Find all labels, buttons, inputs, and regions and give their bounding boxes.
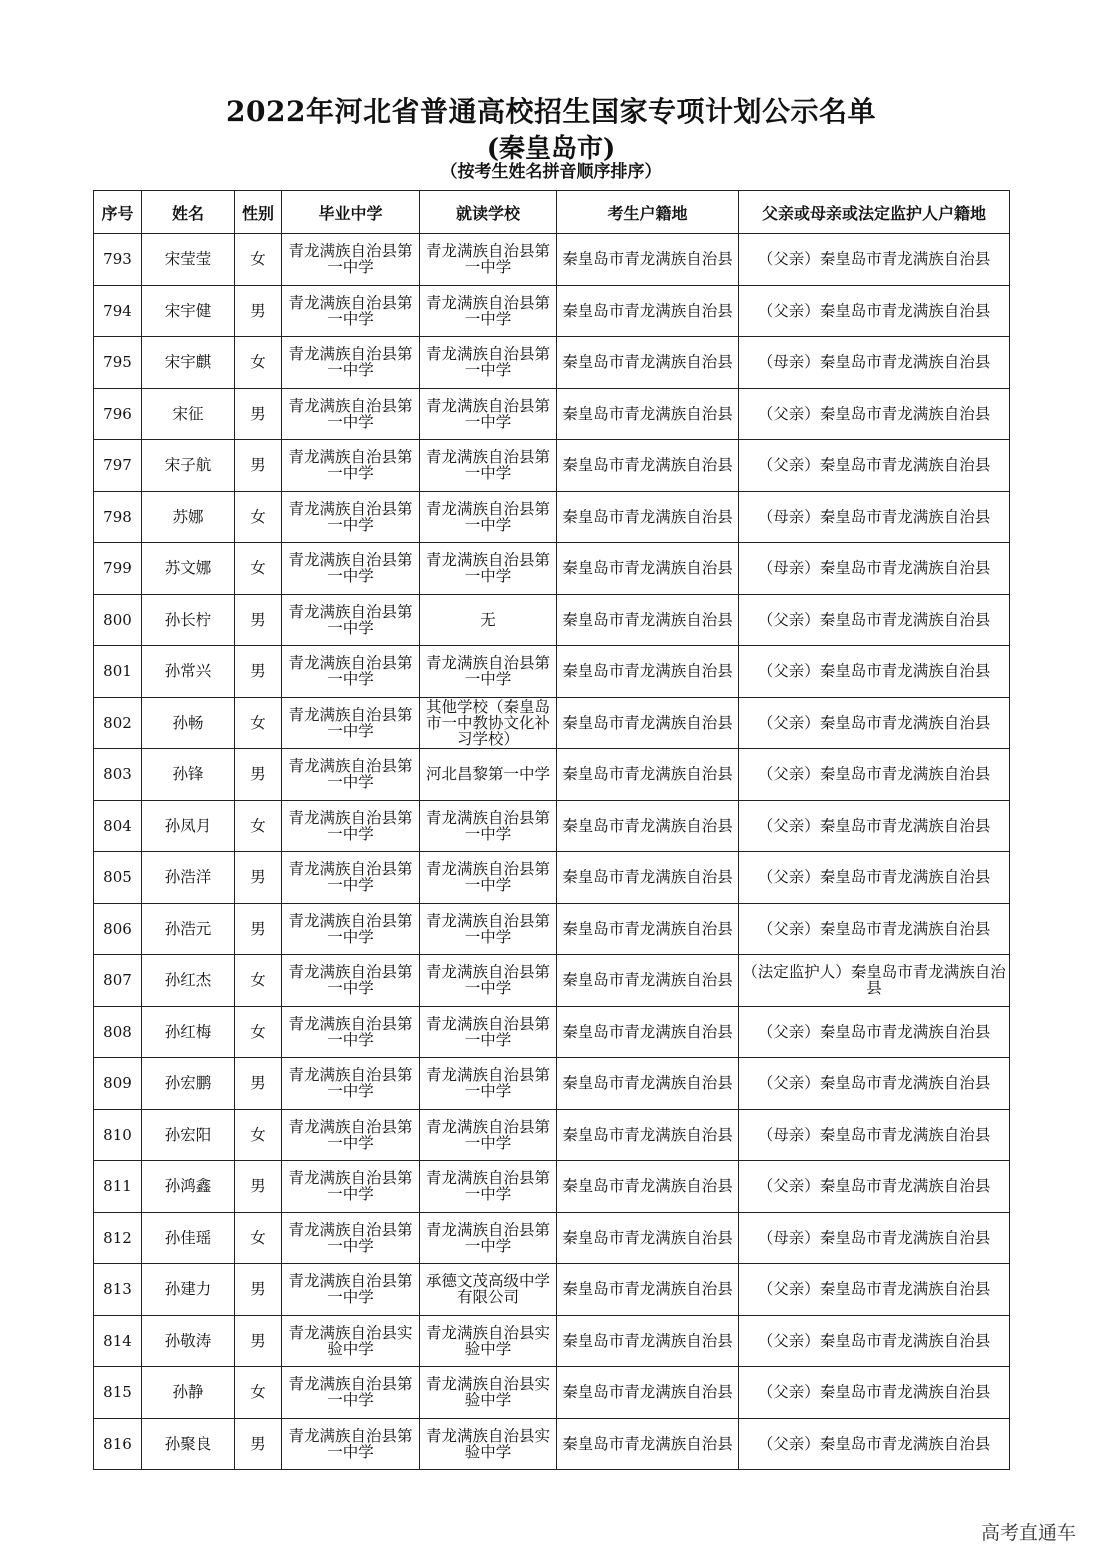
cell-current-school: 河北昌黎第一中学	[420, 749, 557, 801]
table-row	[94, 1212, 1010, 1264]
column-header-name: 姓名	[142, 191, 235, 234]
cell-current-school: 青龙满族自治县第一中学	[420, 337, 557, 389]
table-row	[94, 1161, 1010, 1213]
cell-gender: 女	[235, 1006, 282, 1058]
cell-residence: 秦皇岛市青龙满族自治县	[557, 285, 739, 337]
cell-guardian-residence: （父亲）秦皇岛市青龙满族自治县	[739, 1058, 1010, 1110]
watermark-text: 高考直通车	[980, 1522, 1076, 1544]
cell-residence: 秦皇岛市青龙满族自治县	[557, 594, 739, 646]
cell-grad-school: 青龙满族自治县第一中学	[282, 388, 420, 440]
table-row	[94, 1058, 1010, 1110]
table-row	[94, 955, 1010, 1007]
cell-name: 宋宇麒	[142, 337, 235, 389]
table-row	[94, 1006, 1010, 1058]
cell-grad-school: 青龙满族自治县第一中学	[282, 543, 420, 595]
cell-residence: 秦皇岛市青龙满族自治县	[557, 1212, 739, 1264]
cell-grad-school: 青龙满族自治县第一中学	[282, 234, 420, 286]
cell-current-school: 青龙满族自治县第一中学	[420, 1161, 557, 1213]
cell-seq: 797	[94, 440, 142, 492]
cell-guardian-residence: （父亲）秦皇岛市青龙满族自治县	[739, 285, 1010, 337]
cell-grad-school: 青龙满族自治县第一中学	[282, 1212, 420, 1264]
cell-name: 孙静	[142, 1367, 235, 1419]
cell-residence: 秦皇岛市青龙满族自治县	[557, 1418, 739, 1470]
cell-seq: 796	[94, 388, 142, 440]
cell-grad-school: 青龙满族自治县第一中学	[282, 1418, 420, 1470]
table-row	[94, 388, 1010, 440]
cell-gender: 男	[235, 1418, 282, 1470]
cell-seq: 804	[94, 800, 142, 852]
roster-table	[93, 190, 1010, 1470]
table-row	[94, 903, 1010, 955]
column-header-gender: 性别	[235, 191, 282, 234]
cell-name: 孙宏阳	[142, 1109, 235, 1161]
cell-seq: 805	[94, 852, 142, 904]
cell-residence: 秦皇岛市青龙满族自治县	[557, 1109, 739, 1161]
cell-seq: 814	[94, 1315, 142, 1367]
column-header-guardian-residence: 父亲或母亲或法定监护人户籍地	[739, 191, 1010, 234]
table-row	[94, 440, 1010, 492]
cell-gender: 女	[235, 697, 282, 749]
table-row	[94, 697, 1010, 749]
cell-current-school: 青龙满族自治县第一中学	[420, 903, 557, 955]
cell-guardian-residence: （父亲）秦皇岛市青龙满族自治县	[739, 1418, 1010, 1470]
cell-grad-school: 青龙满族自治县第一中学	[282, 1367, 420, 1419]
cell-guardian-residence: （父亲）秦皇岛市青龙满族自治县	[739, 594, 1010, 646]
cell-gender: 女	[235, 543, 282, 595]
cell-name: 苏娜	[142, 491, 235, 543]
cell-seq: 801	[94, 646, 142, 698]
cell-residence: 秦皇岛市青龙满族自治县	[557, 1006, 739, 1058]
column-header-grad-school: 毕业中学	[282, 191, 420, 234]
cell-current-school: 青龙满族自治县第一中学	[420, 1006, 557, 1058]
cell-current-school: 青龙满族自治县实验中学	[420, 1418, 557, 1470]
cell-grad-school: 青龙满族自治县第一中学	[282, 1161, 420, 1213]
cell-seq: 816	[94, 1418, 142, 1470]
cell-gender: 男	[235, 388, 282, 440]
cell-name: 孙浩元	[142, 903, 235, 955]
cell-grad-school: 青龙满族自治县第一中学	[282, 337, 420, 389]
cell-current-school: 青龙满族自治县实验中学	[420, 1367, 557, 1419]
cell-residence: 秦皇岛市青龙满族自治县	[557, 697, 739, 749]
table-row	[94, 234, 1010, 286]
cell-name: 孙锋	[142, 749, 235, 801]
cell-residence: 秦皇岛市青龙满族自治县	[557, 749, 739, 801]
cell-seq: 798	[94, 491, 142, 543]
cell-gender: 男	[235, 852, 282, 904]
cell-name: 宋莹莹	[142, 234, 235, 286]
cell-gender: 女	[235, 1109, 282, 1161]
cell-name: 孙红杰	[142, 955, 235, 1007]
cell-gender: 女	[235, 1212, 282, 1264]
cell-current-school: 青龙满族自治县第一中学	[420, 1058, 557, 1110]
table-row	[94, 594, 1010, 646]
cell-current-school: 无	[420, 594, 557, 646]
cell-seq: 809	[94, 1058, 142, 1110]
cell-current-school: 青龙满族自治县第一中学	[420, 646, 557, 698]
cell-grad-school: 青龙满族自治县第一中学	[282, 852, 420, 904]
cell-grad-school: 青龙满族自治县第一中学	[282, 955, 420, 1007]
sort-note: （按考生姓名拼音顺序排序）	[440, 162, 662, 182]
cell-grad-school: 青龙满族自治县第一中学	[282, 800, 420, 852]
document-subtitle: (秦皇岛市)	[486, 134, 616, 164]
cell-current-school: 其他学校（秦皇岛市一中教协文化补习学校）	[420, 697, 557, 749]
cell-name: 孙凤月	[142, 800, 235, 852]
cell-name: 孙浩洋	[142, 852, 235, 904]
cell-guardian-residence: （父亲）秦皇岛市青龙满族自治县	[739, 1315, 1010, 1367]
cell-seq: 793	[94, 234, 142, 286]
table-row	[94, 646, 1010, 698]
cell-seq: 807	[94, 955, 142, 1007]
table-row	[94, 337, 1010, 389]
cell-name: 孙常兴	[142, 646, 235, 698]
cell-guardian-residence: （父亲）秦皇岛市青龙满族自治县	[739, 440, 1010, 492]
column-header-current-school: 就读学校	[420, 191, 557, 234]
table-row	[94, 543, 1010, 595]
cell-name: 孙鸿鑫	[142, 1161, 235, 1213]
cell-residence: 秦皇岛市青龙满族自治县	[557, 955, 739, 1007]
cell-current-school: 青龙满族自治县第一中学	[420, 1109, 557, 1161]
cell-name: 孙佳瑶	[142, 1212, 235, 1264]
cell-seq: 808	[94, 1006, 142, 1058]
cell-grad-school: 青龙满族自治县第一中学	[282, 594, 420, 646]
cell-guardian-residence: （父亲）秦皇岛市青龙满族自治县	[739, 1161, 1010, 1213]
cell-gender: 男	[235, 1264, 282, 1316]
cell-grad-school: 青龙满族自治县第一中学	[282, 749, 420, 801]
cell-residence: 秦皇岛市青龙满族自治县	[557, 852, 739, 904]
cell-seq: 810	[94, 1109, 142, 1161]
cell-seq: 800	[94, 594, 142, 646]
cell-name: 孙红梅	[142, 1006, 235, 1058]
cell-grad-school: 青龙满族自治县第一中学	[282, 491, 420, 543]
cell-seq: 795	[94, 337, 142, 389]
cell-name: 宋征	[142, 388, 235, 440]
cell-residence: 秦皇岛市青龙满族自治县	[557, 388, 739, 440]
cell-gender: 男	[235, 646, 282, 698]
cell-grad-school: 青龙满族自治县第一中学	[282, 1058, 420, 1110]
cell-residence: 秦皇岛市青龙满族自治县	[557, 234, 739, 286]
cell-current-school: 青龙满族自治县第一中学	[420, 543, 557, 595]
cell-guardian-residence: （母亲）秦皇岛市青龙满族自治县	[739, 1212, 1010, 1264]
cell-residence: 秦皇岛市青龙满族自治县	[557, 1367, 739, 1419]
column-header-residence: 考生户籍地	[557, 191, 739, 234]
cell-guardian-residence: （父亲）秦皇岛市青龙满族自治县	[739, 749, 1010, 801]
cell-guardian-residence: （父亲）秦皇岛市青龙满族自治县	[739, 388, 1010, 440]
cell-gender: 女	[235, 800, 282, 852]
cell-gender: 男	[235, 903, 282, 955]
cell-name: 孙聚良	[142, 1418, 235, 1470]
cell-grad-school: 青龙满族自治县第一中学	[282, 1264, 420, 1316]
cell-residence: 秦皇岛市青龙满族自治县	[557, 800, 739, 852]
cell-seq: 799	[94, 543, 142, 595]
cell-grad-school: 青龙满族自治县实验中学	[282, 1315, 420, 1367]
document-title: 2022年河北省普通高校招生国家专项计划公示名单	[226, 95, 876, 128]
cell-seq: 803	[94, 749, 142, 801]
cell-seq: 794	[94, 285, 142, 337]
cell-current-school: 青龙满族自治县第一中学	[420, 285, 557, 337]
table-row	[94, 749, 1010, 801]
table-header-row	[94, 191, 1010, 234]
cell-name: 孙建力	[142, 1264, 235, 1316]
table-body	[94, 234, 1010, 1470]
cell-grad-school: 青龙满族自治县第一中学	[282, 903, 420, 955]
cell-residence: 秦皇岛市青龙满族自治县	[557, 440, 739, 492]
table-row	[94, 852, 1010, 904]
cell-guardian-residence: （父亲）秦皇岛市青龙满族自治县	[739, 1006, 1010, 1058]
cell-guardian-residence: （父亲）秦皇岛市青龙满族自治县	[739, 646, 1010, 698]
cell-residence: 秦皇岛市青龙满族自治县	[557, 903, 739, 955]
cell-guardian-residence: （母亲）秦皇岛市青龙满族自治县	[739, 491, 1010, 543]
cell-guardian-residence: （母亲）秦皇岛市青龙满族自治县	[739, 337, 1010, 389]
table-row	[94, 1264, 1010, 1316]
cell-name: 孙长柠	[142, 594, 235, 646]
cell-name: 宋宇健	[142, 285, 235, 337]
table-row	[94, 800, 1010, 852]
cell-grad-school: 青龙满族自治县第一中学	[282, 1006, 420, 1058]
cell-seq: 815	[94, 1367, 142, 1419]
table-row	[94, 285, 1010, 337]
cell-residence: 秦皇岛市青龙满族自治县	[557, 1264, 739, 1316]
cell-seq: 806	[94, 903, 142, 955]
cell-current-school: 青龙满族自治县第一中学	[420, 440, 557, 492]
cell-residence: 秦皇岛市青龙满族自治县	[557, 646, 739, 698]
cell-grad-school: 青龙满族自治县第一中学	[282, 285, 420, 337]
cell-name: 苏文娜	[142, 543, 235, 595]
cell-residence: 秦皇岛市青龙满族自治县	[557, 1161, 739, 1213]
cell-residence: 秦皇岛市青龙满族自治县	[557, 543, 739, 595]
cell-seq: 812	[94, 1212, 142, 1264]
cell-gender: 女	[235, 491, 282, 543]
table-row	[94, 1367, 1010, 1419]
cell-guardian-residence: （父亲）秦皇岛市青龙满族自治县	[739, 1264, 1010, 1316]
cell-seq: 813	[94, 1264, 142, 1316]
cell-gender: 男	[235, 440, 282, 492]
cell-current-school: 青龙满族自治县第一中学	[420, 852, 557, 904]
cell-guardian-residence: （父亲）秦皇岛市青龙满族自治县	[739, 852, 1010, 904]
cell-gender: 男	[235, 285, 282, 337]
cell-guardian-residence: （父亲）秦皇岛市青龙满族自治县	[739, 1367, 1010, 1419]
cell-current-school: 青龙满族自治县第一中学	[420, 234, 557, 286]
cell-residence: 秦皇岛市青龙满族自治县	[557, 337, 739, 389]
cell-gender: 男	[235, 749, 282, 801]
cell-grad-school: 青龙满族自治县第一中学	[282, 1109, 420, 1161]
cell-gender: 女	[235, 1367, 282, 1419]
cell-guardian-residence: （母亲）秦皇岛市青龙满族自治县	[739, 543, 1010, 595]
column-header-seq: 序号	[94, 191, 142, 234]
cell-guardian-residence: （父亲）秦皇岛市青龙满族自治县	[739, 697, 1010, 749]
cell-residence: 秦皇岛市青龙满族自治县	[557, 491, 739, 543]
cell-seq: 811	[94, 1161, 142, 1213]
cell-guardian-residence: （法定监护人）秦皇岛市青龙满族自治县	[739, 955, 1010, 1007]
cell-guardian-residence: （母亲）秦皇岛市青龙满族自治县	[739, 1109, 1010, 1161]
cell-residence: 秦皇岛市青龙满族自治县	[557, 1315, 739, 1367]
cell-residence: 秦皇岛市青龙满族自治县	[557, 1058, 739, 1110]
cell-current-school: 青龙满族自治县第一中学	[420, 955, 557, 1007]
cell-current-school: 青龙满族自治县第一中学	[420, 491, 557, 543]
cell-current-school: 青龙满族自治县实验中学	[420, 1315, 557, 1367]
cell-seq: 802	[94, 697, 142, 749]
cell-name: 孙宏鹏	[142, 1058, 235, 1110]
cell-name: 孙畅	[142, 697, 235, 749]
cell-grad-school: 青龙满族自治县第一中学	[282, 697, 420, 749]
table-row	[94, 491, 1010, 543]
table-row	[94, 1109, 1010, 1161]
cell-gender: 男	[235, 1315, 282, 1367]
table-row	[94, 1418, 1010, 1470]
cell-gender: 男	[235, 1161, 282, 1213]
cell-grad-school: 青龙满族自治县第一中学	[282, 646, 420, 698]
cell-grad-school: 青龙满族自治县第一中学	[282, 440, 420, 492]
cell-gender: 女	[235, 234, 282, 286]
cell-guardian-residence: （父亲）秦皇岛市青龙满族自治县	[739, 234, 1010, 286]
cell-name: 宋子航	[142, 440, 235, 492]
cell-gender: 男	[235, 1058, 282, 1110]
cell-guardian-residence: （父亲）秦皇岛市青龙满族自治县	[739, 800, 1010, 852]
cell-current-school: 承德文茂高级中学有限公司	[420, 1264, 557, 1316]
cell-current-school: 青龙满族自治县第一中学	[420, 1212, 557, 1264]
cell-current-school: 青龙满族自治县第一中学	[420, 800, 557, 852]
cell-gender: 男	[235, 594, 282, 646]
cell-guardian-residence: （父亲）秦皇岛市青龙满族自治县	[739, 903, 1010, 955]
cell-current-school: 青龙满族自治县第一中学	[420, 388, 557, 440]
cell-gender: 女	[235, 955, 282, 1007]
cell-name: 孙敬涛	[142, 1315, 235, 1367]
table-row	[94, 1315, 1010, 1367]
cell-gender: 女	[235, 337, 282, 389]
